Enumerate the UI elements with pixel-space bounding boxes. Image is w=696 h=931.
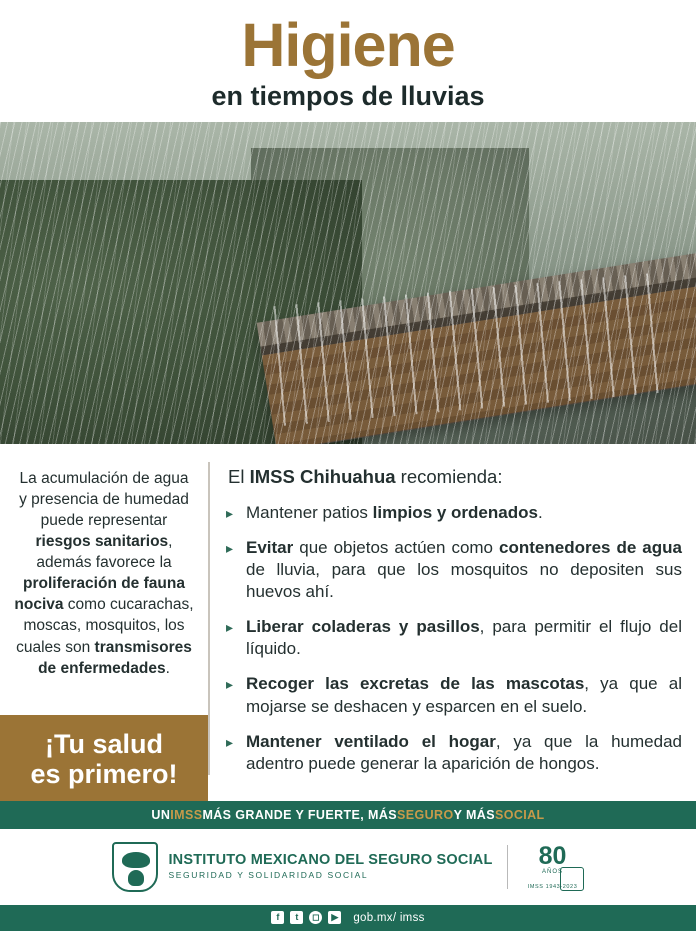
campaign-slogan-part-2: MÁS GRANDE Y FUERTE, MÁS bbox=[202, 807, 398, 822]
tip-2-part-1: , para permitir el flujo del líquido. bbox=[246, 617, 682, 659]
hero-photo bbox=[0, 122, 696, 444]
tip-text bbox=[246, 538, 682, 601]
tip-3-part-0: Recoger las excretas de las mascotas bbox=[246, 674, 585, 694]
right-column bbox=[210, 444, 696, 801]
imss-logo bbox=[112, 842, 492, 892]
intro-paragraph-part-5: transmisores de enfermedades bbox=[38, 638, 192, 677]
tip-1-part-3: de lluvia, para que los mosquitos no depositen sus huevos ahí. bbox=[246, 560, 682, 602]
intro-paragraph-part-3: proliferación de fauna nociva bbox=[14, 575, 185, 614]
triangle-right-icon: ▸ bbox=[226, 540, 234, 556]
left-column bbox=[0, 444, 208, 801]
slogan-banner bbox=[0, 715, 208, 801]
facebook-icon[interactable]: f bbox=[271, 911, 284, 924]
campaign-slogan-part-3: SEGURO bbox=[397, 807, 454, 822]
tip-1-part-1: que objetos actúen como bbox=[293, 538, 500, 557]
content-area bbox=[0, 444, 696, 801]
tip-item bbox=[226, 537, 682, 603]
campaign-slogan-part-5: SOCIAL bbox=[494, 807, 545, 822]
anniversary-label: AÑOS bbox=[542, 868, 564, 875]
poster-header bbox=[0, 0, 696, 122]
imss-eagle-icon bbox=[112, 842, 158, 892]
tip-item bbox=[226, 502, 682, 524]
tip-text bbox=[246, 503, 543, 522]
recommendation-intro bbox=[228, 466, 682, 488]
instagram-icon[interactable]: ◻ bbox=[309, 911, 322, 924]
intro-paragraph-part-6: . bbox=[165, 659, 170, 677]
intro-paragraph-part-4: como cucarachas, moscas, mosquitos, los cuales son bbox=[16, 596, 194, 656]
intro-suffix: recomienda: bbox=[395, 465, 503, 487]
anniversary-number: 80 bbox=[538, 841, 567, 870]
tips-list bbox=[226, 502, 682, 775]
intro-entity: IMSS Chihuahua bbox=[249, 465, 396, 487]
triangle-right-icon: ▸ bbox=[226, 733, 234, 750]
tip-3-part-1: , ya que al mojarse se deshacen y esparcen en el suelo. bbox=[246, 674, 682, 716]
tip-4-part-1: , ya que la humedad adentro puede generar la aparición de hongos. bbox=[246, 731, 682, 773]
website-url[interactable]: gob.mx/ imss bbox=[353, 911, 425, 924]
tip-0-part-0: Mantener patios bbox=[246, 502, 373, 522]
tip-text bbox=[246, 732, 682, 773]
footer bbox=[0, 829, 696, 905]
campaign-slogan-part-1: IMSS bbox=[170, 807, 203, 822]
tip-text bbox=[246, 617, 682, 658]
triangle-right-icon: ▸ bbox=[226, 676, 234, 693]
intro-paragraph bbox=[0, 444, 208, 715]
triangle-right-icon: ▸ bbox=[226, 619, 234, 636]
intro-paragraph-part-2: , además favorece la bbox=[36, 533, 173, 572]
footer-divider bbox=[507, 845, 508, 889]
social-bar bbox=[0, 905, 696, 931]
page-subtitle: en tiempos de lluvias bbox=[211, 81, 485, 112]
intro-prefix: El bbox=[228, 465, 250, 487]
campaign-slogan-bar bbox=[0, 801, 696, 829]
anniversary-badge bbox=[522, 841, 584, 893]
twitter-icon[interactable]: t bbox=[290, 911, 303, 924]
campaign-slogan-part-0: UN bbox=[151, 807, 171, 822]
tip-2-part-0: Liberar coladeras y pasillos bbox=[246, 617, 480, 637]
campaign-slogan-part-4: Y MÁS bbox=[453, 807, 495, 822]
institution-tagline: SEGURIDAD Y SOLIDARIDAD SOCIAL bbox=[168, 870, 369, 881]
triangle-right-icon: ▸ bbox=[226, 504, 234, 521]
slogan-line-1: ¡Tu salud bbox=[45, 728, 163, 759]
tip-4-part-0: Mantener ventilado el hogar bbox=[246, 731, 496, 751]
tip-0-part-1: limpios y ordenados bbox=[372, 502, 538, 522]
tip-text bbox=[246, 674, 682, 715]
anniversary-frame-icon bbox=[560, 867, 584, 891]
intro-paragraph-part-1: riesgos sanitarios bbox=[35, 533, 169, 551]
institution-name: INSTITUTO MEXICANO DEL SEGURO SOCIAL bbox=[168, 852, 493, 869]
imss-wordmark bbox=[168, 853, 492, 880]
page-title: Higiene bbox=[241, 11, 455, 79]
tip-item bbox=[226, 731, 682, 775]
anniversary-sub: IMSS 1943-2023 bbox=[527, 883, 578, 890]
tip-1-part-2: contenedores de agua bbox=[499, 538, 682, 557]
youtube-icon[interactable]: ▶ bbox=[328, 911, 341, 924]
tip-1-part-0: Evitar bbox=[246, 538, 294, 557]
tip-item bbox=[226, 673, 682, 717]
tip-0-part-2: . bbox=[537, 502, 543, 522]
intro-paragraph-part-0: La acumulación de agua y presencia de humedad puede representar bbox=[19, 469, 189, 530]
tip-item bbox=[226, 616, 682, 660]
slogan-line-2: es primero! bbox=[30, 759, 178, 790]
